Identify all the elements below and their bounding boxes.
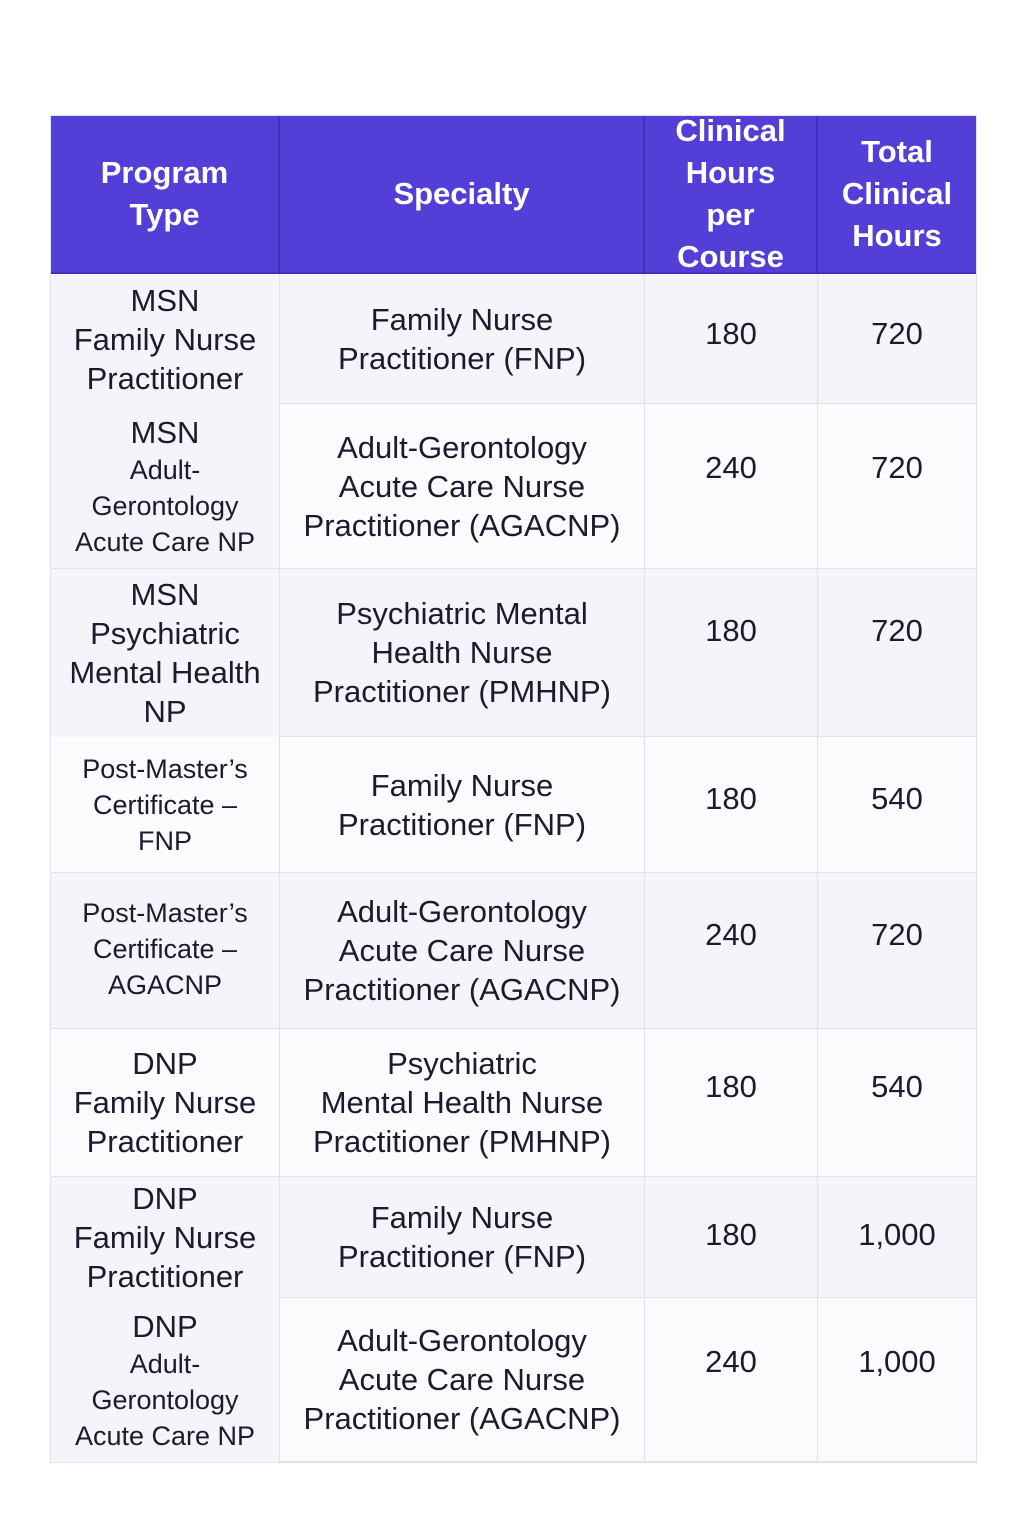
program-type-sublabel: Adult-Gerontology Acute Care NP (74, 454, 256, 557)
hours-per-course-cell: 180 (645, 569, 818, 737)
total-hours-cell: 720 (818, 873, 976, 1029)
header-clinical-hours-per-course: Clinical Hours per Course (645, 116, 818, 274)
header-total-clinical-hours: Total Clinical Hours (818, 116, 976, 274)
program-type-cell (51, 1298, 280, 1462)
program-type-cell (51, 873, 280, 1029)
program-type-cell (51, 404, 280, 569)
program-type-label: Post-Master’s Certificate – AGACNP (82, 898, 248, 1000)
specialty-cell: Family Nurse Practitioner (FNP) (280, 274, 645, 404)
program-type-cell: MSN Psychiatric Mental Health NP (51, 569, 280, 737)
hours-per-course-cell: 180 (645, 1177, 818, 1298)
hours-per-course-cell: 240 (645, 873, 818, 1029)
specialty-cell: Family Nurse Practitioner (FNP) (280, 737, 645, 873)
specialty-cell: Adult-Gerontology Acute Care Nurse Practitioner (AGACNP) (280, 404, 645, 569)
specialty-cell: Psychiatric Mental Health Nurse Practitioner (PMHNP) (280, 569, 645, 737)
total-hours-cell: 540 (818, 737, 976, 873)
hours-per-course-cell: 180 (645, 274, 818, 404)
total-hours-cell: 720 (818, 274, 976, 404)
program-type-cell: MSN Family Nurse Practitioner (51, 274, 280, 404)
specialty-cell: Psychiatric Mental Health Nurse Practitioner (PMHNP) (280, 1029, 645, 1177)
hours-per-course-cell: 240 (645, 1298, 818, 1462)
total-hours-cell: 720 (818, 404, 976, 569)
program-type-cell: DNP Family Nurse Practitioner (51, 1177, 280, 1298)
program-type-label: DNP (132, 1308, 198, 1344)
specialty-cell: Family Nurse Practitioner (FNP) (280, 1177, 645, 1298)
hours-per-course-cell: 180 (645, 737, 818, 873)
total-hours-cell: 1,000 (818, 1298, 976, 1462)
specialty-cell: Adult-Gerontology Acute Care Nurse Practitioner (AGACNP) (280, 873, 645, 1029)
program-type-cell: DNP Family Nurse Practitioner (51, 1029, 280, 1177)
total-hours-cell: 540 (818, 1029, 976, 1177)
total-hours-cell: 1,000 (818, 1177, 976, 1298)
header-program-type: Program Type (51, 116, 280, 274)
total-hours-cell: 720 (818, 569, 976, 737)
program-type-sublabel: Adult-Gerontology Acute Care NP (74, 1348, 256, 1451)
program-type-cell: Post-Master’s Certificate – FNP (51, 737, 280, 873)
clinical-hours-table (50, 115, 977, 1463)
header-specialty: Specialty (280, 116, 645, 274)
specialty-cell: Adult-Gerontology Acute Care Nurse Practitioner (AGACNP) (280, 1298, 645, 1462)
program-type-label: MSN (130, 414, 200, 450)
hours-per-course-cell: 180 (645, 1029, 818, 1177)
hours-per-course-cell: 240 (645, 404, 818, 569)
